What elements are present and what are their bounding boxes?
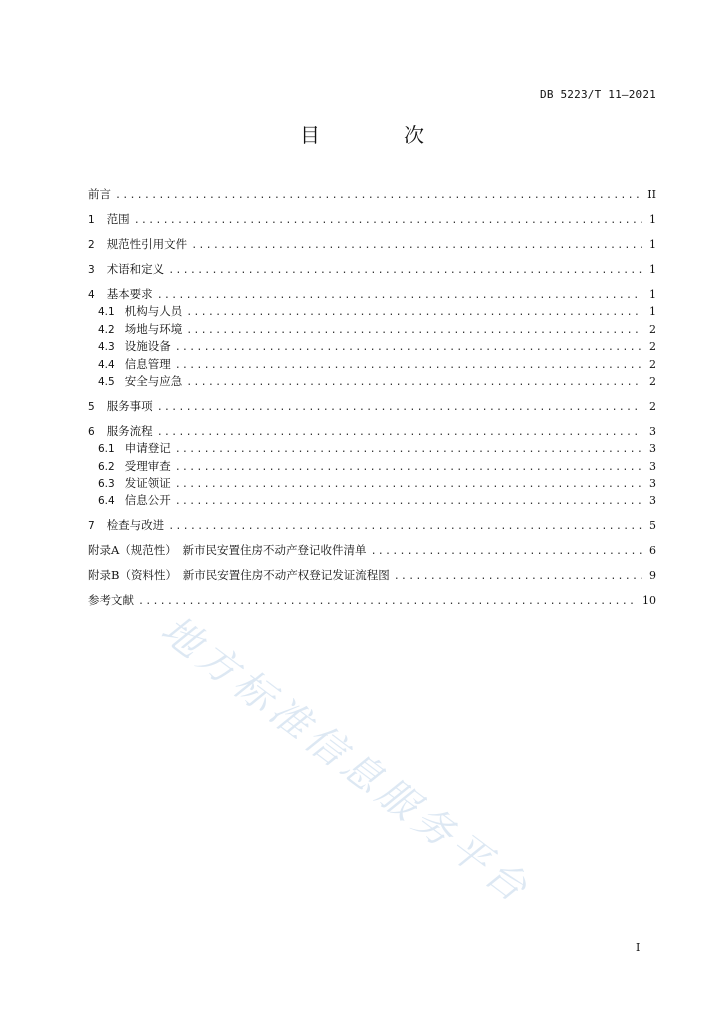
toc-entry-label bbox=[88, 423, 153, 441]
toc-entry-text: 参考文献 bbox=[88, 593, 134, 608]
toc-entry[interactable] bbox=[88, 398, 656, 415]
toc-entry-number: 6 bbox=[88, 425, 95, 438]
toc-subentry[interactable] bbox=[88, 303, 656, 320]
toc-entry-label bbox=[88, 186, 111, 203]
toc-entry-label bbox=[88, 440, 171, 458]
toc-entry[interactable] bbox=[88, 236, 656, 253]
toc-entry-text: 附录B（资料性） 新市民安置住房不动产权登记发证流程图 bbox=[88, 568, 390, 583]
toc-entry[interactable] bbox=[88, 211, 656, 228]
toc-entry-text: 附录A（规范性） 新市民安置住房不动产登记收件清单 bbox=[88, 543, 367, 558]
toc-page-number: 9 bbox=[649, 569, 656, 583]
toc-subentry[interactable] bbox=[88, 338, 656, 355]
toc-entry-number: 6.4 bbox=[98, 495, 115, 508]
dot-leader bbox=[157, 424, 642, 441]
toc-page-number: 3 bbox=[649, 442, 656, 456]
toc-page-number: 2 bbox=[649, 340, 656, 354]
toc-entry-text: 申请登记 bbox=[124, 441, 171, 456]
toc-entry-label bbox=[88, 261, 164, 279]
toc-entry-number: 3 bbox=[88, 263, 95, 276]
dot-leader bbox=[157, 287, 642, 304]
dot-leader bbox=[157, 399, 642, 416]
toc-entry-label bbox=[88, 356, 171, 374]
toc-entry-text: 设施设备 bbox=[124, 339, 171, 354]
toc-entry-label bbox=[88, 373, 182, 391]
toc-entry-text: 前言 bbox=[88, 187, 111, 201]
dot-leader bbox=[168, 262, 642, 279]
toc-entry-text: 受理审查 bbox=[124, 458, 171, 473]
dot-leader bbox=[371, 543, 642, 560]
dot-leader bbox=[175, 441, 642, 458]
toc-entry-label bbox=[88, 303, 182, 321]
toc-entry-number: 2 bbox=[88, 238, 95, 251]
toc-entry-text: 规范性引用文件 bbox=[106, 236, 188, 251]
toc-entry-text: 检查与改进 bbox=[106, 518, 165, 533]
toc-entry-label bbox=[88, 592, 134, 609]
toc-page-number: 2 bbox=[649, 322, 656, 336]
toc-entry-number: 6.1 bbox=[98, 443, 115, 456]
toc-entry[interactable] bbox=[88, 186, 656, 203]
toc-page-number: 1 bbox=[649, 212, 656, 226]
toc-entry-number: 4.1 bbox=[98, 306, 115, 319]
dot-leader bbox=[168, 518, 642, 535]
toc-entry[interactable] bbox=[88, 517, 656, 534]
standard-code: DB 5223/T 11—2021 bbox=[540, 88, 656, 101]
toc-entry-number: 7 bbox=[88, 520, 95, 533]
toc-entry-label bbox=[88, 475, 171, 493]
toc-page-number: 3 bbox=[649, 424, 656, 438]
toc-page-number: 6 bbox=[649, 544, 656, 558]
toc-entry-text: 发证领证 bbox=[124, 476, 171, 491]
dot-leader bbox=[175, 339, 642, 356]
toc-entry-text: 服务事项 bbox=[106, 398, 153, 413]
toc-page-number: 1 bbox=[649, 305, 656, 319]
toc-entry-text: 信息管理 bbox=[124, 356, 171, 371]
toc-page-number: 5 bbox=[649, 519, 656, 533]
dot-leader bbox=[175, 459, 642, 476]
dot-leader bbox=[138, 593, 638, 610]
toc-entry-text: 场地与环境 bbox=[124, 321, 183, 336]
toc-page-number: 3 bbox=[649, 459, 656, 473]
watermark: 地方标准信息服务平台 bbox=[152, 607, 539, 914]
toc-entry-label bbox=[88, 567, 390, 584]
toc-page-number: 1 bbox=[649, 287, 656, 301]
toc-entry[interactable] bbox=[88, 592, 656, 609]
toc-entry-number: 4.5 bbox=[98, 375, 115, 388]
toc-page-number: 3 bbox=[649, 494, 656, 508]
toc-entry-label bbox=[88, 542, 367, 559]
toc-entry-text: 安全与应急 bbox=[124, 373, 183, 388]
toc-subentry[interactable] bbox=[88, 356, 656, 373]
toc-entry-text: 信息公开 bbox=[124, 493, 171, 508]
toc-entry-number: 4.3 bbox=[98, 341, 115, 354]
footer-page-number: I bbox=[636, 941, 641, 954]
dot-leader bbox=[175, 493, 642, 510]
dot-leader bbox=[134, 212, 642, 229]
dot-leader bbox=[186, 322, 642, 339]
dot-leader bbox=[191, 237, 642, 254]
toc-subentry[interactable] bbox=[88, 475, 656, 492]
dot-leader bbox=[186, 374, 642, 391]
toc-entry-label bbox=[88, 492, 171, 510]
toc-entry-number: 4 bbox=[88, 288, 95, 301]
dot-leader bbox=[175, 357, 642, 374]
toc-entry-number: 5 bbox=[88, 400, 95, 413]
toc-page-number: 2 bbox=[649, 374, 656, 388]
toc-entry-text: 基本要求 bbox=[106, 286, 153, 301]
toc-subentry[interactable] bbox=[88, 440, 656, 457]
dot-leader bbox=[175, 476, 642, 493]
table-of-contents bbox=[88, 186, 656, 610]
toc-page-number: 1 bbox=[649, 237, 656, 251]
toc-entry[interactable] bbox=[88, 286, 656, 303]
page-title: 目 次 bbox=[300, 123, 456, 147]
toc-page-number: 3 bbox=[649, 477, 656, 491]
toc-subentry[interactable] bbox=[88, 458, 656, 475]
toc-entry-number: 6.2 bbox=[98, 460, 115, 473]
toc-entry-text: 范围 bbox=[106, 211, 130, 226]
toc-entry[interactable] bbox=[88, 542, 656, 559]
toc-entry[interactable] bbox=[88, 567, 656, 584]
dot-leader bbox=[394, 568, 642, 585]
toc-entry[interactable] bbox=[88, 423, 656, 440]
toc-page-number: 1 bbox=[649, 262, 656, 276]
toc-entry-number: 6.3 bbox=[98, 478, 115, 491]
toc-page-number: 2 bbox=[649, 399, 656, 413]
toc-page-number: II bbox=[647, 188, 656, 201]
toc-entry-label bbox=[88, 517, 164, 535]
toc-entry-number: 4.4 bbox=[98, 358, 115, 371]
toc-entry[interactable] bbox=[88, 261, 656, 278]
toc-subentry[interactable] bbox=[88, 321, 656, 338]
toc-entry-label bbox=[88, 211, 130, 229]
toc-entry-text: 术语和定义 bbox=[106, 261, 165, 276]
toc-entry-number: 4.2 bbox=[98, 323, 115, 336]
toc-entry-label bbox=[88, 338, 171, 356]
toc-page-number: 2 bbox=[649, 357, 656, 371]
dot-leader bbox=[115, 187, 642, 204]
toc-entry-label bbox=[88, 236, 187, 254]
toc-subentry[interactable] bbox=[88, 373, 656, 390]
toc-entry-label bbox=[88, 398, 153, 416]
dot-leader bbox=[186, 304, 642, 321]
toc-entry-text: 机构与人员 bbox=[124, 304, 183, 319]
toc-entry-number: 1 bbox=[88, 213, 95, 226]
toc-entry-label bbox=[88, 321, 182, 339]
toc-entry-label bbox=[88, 286, 153, 304]
toc-page-number: 10 bbox=[642, 594, 656, 608]
toc-entry-text: 服务流程 bbox=[106, 423, 153, 438]
toc-entry-label bbox=[88, 458, 171, 476]
toc-subentry[interactable] bbox=[88, 492, 656, 509]
